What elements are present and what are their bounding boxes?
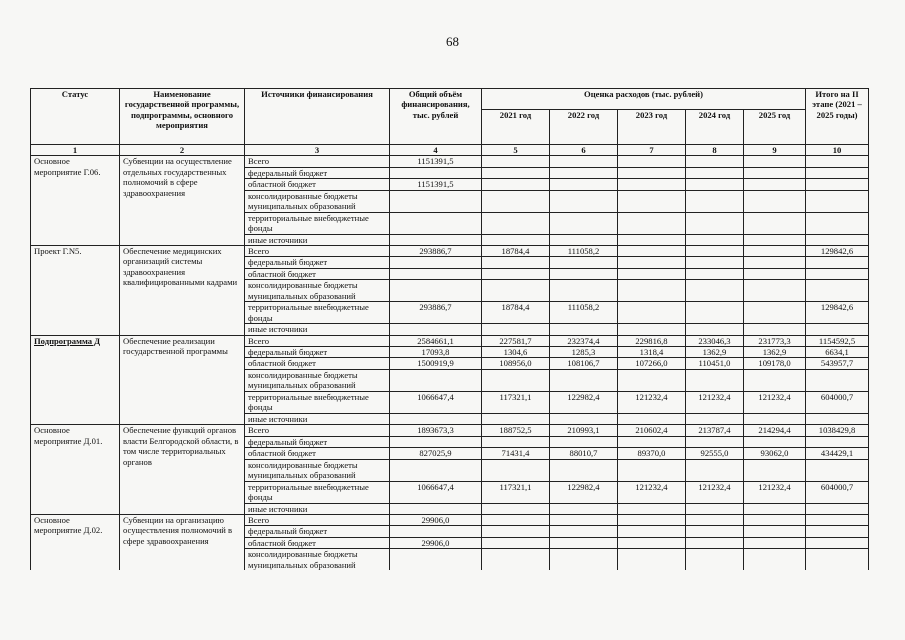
cell-y2022 <box>550 436 618 447</box>
header-sources: Источники финансирования <box>245 89 390 145</box>
table-row <box>31 246 869 257</box>
cell-y2025 <box>744 413 806 424</box>
cell-y2021 <box>482 514 550 525</box>
cell-total <box>390 257 482 268</box>
cell-y2025: 121232,4 <box>744 481 806 503</box>
cell-itogo: 129842,6 <box>806 246 869 257</box>
cell-total <box>390 324 482 335</box>
cell-total: 1893673,3 <box>390 425 482 436</box>
cell-y2022: 111058,2 <box>550 246 618 257</box>
row-source: территориальные внебюджетные фонды <box>245 391 390 413</box>
cell-y2023 <box>618 459 686 481</box>
row-source: областной бюджет <box>245 537 390 548</box>
cell-y2022: 111058,2 <box>550 302 618 324</box>
cell-total: 293886,7 <box>390 246 482 257</box>
row-status: Проект Г.N5. <box>31 246 120 336</box>
row-source: федеральный бюджет <box>245 436 390 447</box>
cell-y2025 <box>744 503 806 514</box>
cell-total: 17093,8 <box>390 347 482 358</box>
cell-y2025 <box>744 514 806 525</box>
cell-itogo <box>806 459 869 481</box>
cell-y2021 <box>482 413 550 424</box>
row-source: Всего <box>245 514 390 525</box>
row-name: Обеспечение реализации государственной программы <box>120 335 245 425</box>
cell-y2024 <box>686 537 744 548</box>
cell-y2025: 109178,0 <box>744 358 806 369</box>
table-row <box>31 514 869 525</box>
cell-y2025 <box>744 526 806 537</box>
cell-itogo <box>806 268 869 279</box>
cell-total <box>390 436 482 447</box>
row-source: консолидированные бюджеты муниципальных образований <box>245 549 390 571</box>
cell-itogo: 129842,6 <box>806 302 869 324</box>
cell-y2024 <box>686 459 744 481</box>
cell-y2024 <box>686 179 744 190</box>
cell-y2022 <box>550 549 618 571</box>
cell-y2021 <box>482 268 550 279</box>
column-number: 3 <box>245 145 390 156</box>
cell-total <box>390 413 482 424</box>
cell-y2021 <box>482 257 550 268</box>
cell-y2024 <box>686 369 744 391</box>
column-number: 10 <box>806 145 869 156</box>
row-source: территориальные внебюджетные фонды <box>245 481 390 503</box>
cell-y2022 <box>550 526 618 537</box>
row-source: территориальные внебюджетные фонды <box>245 212 390 234</box>
cell-y2021 <box>482 459 550 481</box>
cell-y2022 <box>550 257 618 268</box>
cell-total <box>390 234 482 245</box>
cell-y2022 <box>550 503 618 514</box>
column-number: 9 <box>744 145 806 156</box>
row-source: иные источники <box>245 413 390 424</box>
cell-itogo <box>806 156 869 167</box>
row-source: федеральный бюджет <box>245 347 390 358</box>
cell-y2025 <box>744 212 806 234</box>
cell-itogo: 1038429,8 <box>806 425 869 436</box>
cell-total <box>390 268 482 279</box>
cell-y2024 <box>686 234 744 245</box>
cell-y2023 <box>618 167 686 178</box>
column-number: 8 <box>686 145 744 156</box>
row-source: иные источники <box>245 324 390 335</box>
cell-y2022 <box>550 514 618 525</box>
cell-y2021 <box>482 156 550 167</box>
cell-y2022: 232374,4 <box>550 335 618 346</box>
cell-itogo <box>806 324 869 335</box>
cell-total <box>390 280 482 302</box>
column-number: 6 <box>550 145 618 156</box>
cell-itogo <box>806 369 869 391</box>
cell-y2021 <box>482 190 550 212</box>
cell-y2025 <box>744 167 806 178</box>
row-name: Обеспечение функций органов власти Белгородской области, в том числе территориальных органов <box>120 425 245 515</box>
cell-y2021: 18784,4 <box>482 246 550 257</box>
header-2022: 2022 год <box>550 110 618 145</box>
cell-y2024 <box>686 268 744 279</box>
cell-y2024 <box>686 167 744 178</box>
budget-table <box>30 88 869 570</box>
cell-y2021 <box>482 549 550 571</box>
cell-y2023: 89370,0 <box>618 448 686 459</box>
cell-itogo: 6634,1 <box>806 347 869 358</box>
cell-y2021: 18784,4 <box>482 302 550 324</box>
cell-y2025 <box>744 549 806 571</box>
cell-y2021: 1304,6 <box>482 347 550 358</box>
cell-y2025 <box>744 234 806 245</box>
cell-y2024: 1362,9 <box>686 347 744 358</box>
cell-y2022 <box>550 190 618 212</box>
cell-y2023: 229816,8 <box>618 335 686 346</box>
cell-y2025 <box>744 179 806 190</box>
cell-y2023 <box>618 280 686 302</box>
cell-y2024 <box>686 413 744 424</box>
header-status: Статус <box>31 89 120 145</box>
cell-y2024 <box>686 526 744 537</box>
cell-y2024 <box>686 549 744 571</box>
cell-itogo: 604000,7 <box>806 481 869 503</box>
row-source: федеральный бюджет <box>245 257 390 268</box>
cell-y2021 <box>482 526 550 537</box>
cell-y2021 <box>482 234 550 245</box>
cell-itogo <box>806 179 869 190</box>
cell-y2022 <box>550 234 618 245</box>
column-number-row <box>31 145 869 156</box>
cell-total: 1066647,4 <box>390 391 482 413</box>
row-source: консолидированные бюджеты муниципальных образований <box>245 280 390 302</box>
cell-y2023 <box>618 324 686 335</box>
cell-y2021: 117321,1 <box>482 391 550 413</box>
cell-y2025 <box>744 369 806 391</box>
cell-y2024 <box>686 156 744 167</box>
cell-itogo: 1154592,5 <box>806 335 869 346</box>
cell-y2021 <box>482 537 550 548</box>
row-source: территориальные внебюджетные фонды <box>245 302 390 324</box>
table-body <box>31 156 869 570</box>
cell-y2021 <box>482 280 550 302</box>
cell-y2022 <box>550 280 618 302</box>
cell-y2025 <box>744 537 806 548</box>
cell-y2025 <box>744 436 806 447</box>
cell-total: 29906,0 <box>390 537 482 548</box>
cell-itogo <box>806 549 869 571</box>
row-source: областной бюджет <box>245 268 390 279</box>
cell-y2024 <box>686 436 744 447</box>
page-number: 68 <box>446 34 459 49</box>
column-number: 2 <box>120 145 245 156</box>
cell-itogo <box>806 436 869 447</box>
cell-y2022: 122982,4 <box>550 391 618 413</box>
cell-itogo <box>806 257 869 268</box>
cell-itogo <box>806 514 869 525</box>
cell-y2022: 1285,3 <box>550 347 618 358</box>
cell-y2023: 121232,4 <box>618 391 686 413</box>
row-source: консолидированные бюджеты муниципальных образований <box>245 369 390 391</box>
row-status: Подпрограмма Д <box>31 335 120 425</box>
cell-y2025 <box>744 268 806 279</box>
cell-y2022 <box>550 459 618 481</box>
cell-y2024 <box>686 257 744 268</box>
cell-y2022: 88010,7 <box>550 448 618 459</box>
cell-y2023 <box>618 537 686 548</box>
cell-y2021 <box>482 503 550 514</box>
cell-y2023: 1318,4 <box>618 347 686 358</box>
cell-y2021 <box>482 167 550 178</box>
cell-total <box>390 167 482 178</box>
cell-y2022: 122982,4 <box>550 481 618 503</box>
row-source: консолидированные бюджеты муниципальных образований <box>245 459 390 481</box>
row-source: иные источники <box>245 234 390 245</box>
row-source: консолидированные бюджеты муниципальных образований <box>245 190 390 212</box>
cell-total <box>390 526 482 537</box>
cell-total: 29906,0 <box>390 514 482 525</box>
cell-y2025 <box>744 302 806 324</box>
cell-y2022 <box>550 167 618 178</box>
row-status: Основное мероприятие Д.02. <box>31 514 120 570</box>
cell-total: 827025,9 <box>390 448 482 459</box>
row-source: Всего <box>245 425 390 436</box>
cell-y2023 <box>618 503 686 514</box>
cell-y2023 <box>618 549 686 571</box>
cell-y2022 <box>550 268 618 279</box>
cell-y2024: 110451,0 <box>686 358 744 369</box>
cell-y2023 <box>618 190 686 212</box>
cell-y2024: 213787,4 <box>686 425 744 436</box>
header-2023: 2023 год <box>618 110 686 145</box>
column-number: 1 <box>31 145 120 156</box>
cell-y2022 <box>550 537 618 548</box>
cell-y2023 <box>618 436 686 447</box>
cell-y2025: 93062,0 <box>744 448 806 459</box>
cell-y2022 <box>550 324 618 335</box>
cell-y2022: 108106,7 <box>550 358 618 369</box>
cell-y2022 <box>550 179 618 190</box>
cell-itogo: 543957,7 <box>806 358 869 369</box>
cell-y2023 <box>618 212 686 234</box>
cell-y2023 <box>618 257 686 268</box>
row-status: Основное мероприятие Д.01. <box>31 425 120 515</box>
cell-y2021: 188752,5 <box>482 425 550 436</box>
header-name: Наименование государственной программы, подпрограммы, основного мероприятия <box>120 89 245 145</box>
cell-itogo: 604000,7 <box>806 391 869 413</box>
cell-total: 1151391,5 <box>390 156 482 167</box>
cell-y2022 <box>550 413 618 424</box>
cell-itogo <box>806 212 869 234</box>
cell-y2024 <box>686 324 744 335</box>
cell-itogo <box>806 234 869 245</box>
cell-itogo <box>806 526 869 537</box>
cell-y2023 <box>618 246 686 257</box>
column-number: 5 <box>482 145 550 156</box>
cell-y2023 <box>618 413 686 424</box>
cell-y2025: 214294,4 <box>744 425 806 436</box>
cell-y2021: 108956,0 <box>482 358 550 369</box>
cell-itogo <box>806 280 869 302</box>
row-source: областной бюджет <box>245 179 390 190</box>
cell-y2021 <box>482 436 550 447</box>
cell-y2025: 231773,3 <box>744 335 806 346</box>
cell-y2025 <box>744 190 806 212</box>
header-total: Общий объём финансирования, тыс. рублей <box>390 89 482 145</box>
cell-total: 1066647,4 <box>390 481 482 503</box>
cell-total <box>390 549 482 571</box>
cell-total <box>390 503 482 514</box>
cell-y2023 <box>618 526 686 537</box>
cell-y2023 <box>618 234 686 245</box>
cell-y2024 <box>686 503 744 514</box>
cell-y2024 <box>686 280 744 302</box>
table-row <box>31 156 869 167</box>
cell-y2023 <box>618 156 686 167</box>
cell-itogo <box>806 503 869 514</box>
row-source: федеральный бюджет <box>245 526 390 537</box>
cell-itogo: 434429,1 <box>806 448 869 459</box>
row-source: областной бюджет <box>245 358 390 369</box>
cell-y2024 <box>686 246 744 257</box>
cell-y2021 <box>482 369 550 391</box>
header-2025: 2025 год <box>744 110 806 145</box>
row-source: иные источники <box>245 503 390 514</box>
cell-y2024: 233046,3 <box>686 335 744 346</box>
cell-y2023: 107266,0 <box>618 358 686 369</box>
cell-y2025 <box>744 246 806 257</box>
cell-total <box>390 369 482 391</box>
cell-y2023 <box>618 268 686 279</box>
row-source: Всего <box>245 246 390 257</box>
cell-itogo <box>806 413 869 424</box>
cell-y2021: 71431,4 <box>482 448 550 459</box>
row-source: федеральный бюджет <box>245 167 390 178</box>
table-row <box>31 335 869 346</box>
cell-y2024 <box>686 212 744 234</box>
cell-y2023 <box>618 179 686 190</box>
cell-y2024: 92555,0 <box>686 448 744 459</box>
cell-y2023 <box>618 369 686 391</box>
row-source: Всего <box>245 335 390 346</box>
cell-y2022 <box>550 212 618 234</box>
row-name: Субвенции на осуществление отдельных государственных полномочий в сфере здравоохранения <box>120 156 245 246</box>
cell-y2021 <box>482 179 550 190</box>
cell-y2025 <box>744 459 806 481</box>
cell-total: 1151391,5 <box>390 179 482 190</box>
cell-y2023 <box>618 514 686 525</box>
row-status: Основное мероприятие Г.06. <box>31 156 120 246</box>
column-number: 7 <box>618 145 686 156</box>
column-number: 4 <box>390 145 482 156</box>
cell-y2022 <box>550 156 618 167</box>
cell-total <box>390 212 482 234</box>
cell-y2023 <box>618 302 686 324</box>
cell-itogo <box>806 190 869 212</box>
row-source: Всего <box>245 156 390 167</box>
cell-y2024 <box>686 190 744 212</box>
cell-total: 2584661,1 <box>390 335 482 346</box>
cell-y2025: 121232,4 <box>744 391 806 413</box>
header-itogo: Итого на II этапе (2021 – 2025 годы) <box>806 89 869 145</box>
cell-itogo <box>806 167 869 178</box>
cell-y2022: 210993,1 <box>550 425 618 436</box>
cell-y2022 <box>550 369 618 391</box>
cell-y2025 <box>744 257 806 268</box>
row-source: областной бюджет <box>245 448 390 459</box>
cell-y2023: 210602,4 <box>618 425 686 436</box>
header-2024: 2024 год <box>686 110 744 145</box>
cell-y2024 <box>686 302 744 324</box>
cell-y2021 <box>482 212 550 234</box>
cell-y2025: 1362,9 <box>744 347 806 358</box>
cell-y2023: 121232,4 <box>618 481 686 503</box>
header-2021: 2021 год <box>482 110 550 145</box>
cell-y2025 <box>744 324 806 335</box>
table-row <box>31 425 869 436</box>
cell-y2024: 121232,4 <box>686 391 744 413</box>
cell-y2025 <box>744 156 806 167</box>
cell-total <box>390 190 482 212</box>
header-estimate: Оценка расходов (тыс. рублей) <box>482 89 806 110</box>
cell-total: 293886,7 <box>390 302 482 324</box>
cell-y2021 <box>482 324 550 335</box>
row-name: Субвенции на организацию осуществления полномочий в сфере здравоохранения <box>120 514 245 570</box>
cell-total <box>390 459 482 481</box>
cell-y2025 <box>744 280 806 302</box>
cell-total: 1500919,9 <box>390 358 482 369</box>
cell-y2021: 117321,1 <box>482 481 550 503</box>
cell-y2024: 121232,4 <box>686 481 744 503</box>
cell-y2021: 227581,7 <box>482 335 550 346</box>
cell-y2024 <box>686 514 744 525</box>
row-name: Обеспечение медицинских организаций системы здравоохранения квалифицированными кадрами <box>120 246 245 336</box>
cell-itogo <box>806 537 869 548</box>
